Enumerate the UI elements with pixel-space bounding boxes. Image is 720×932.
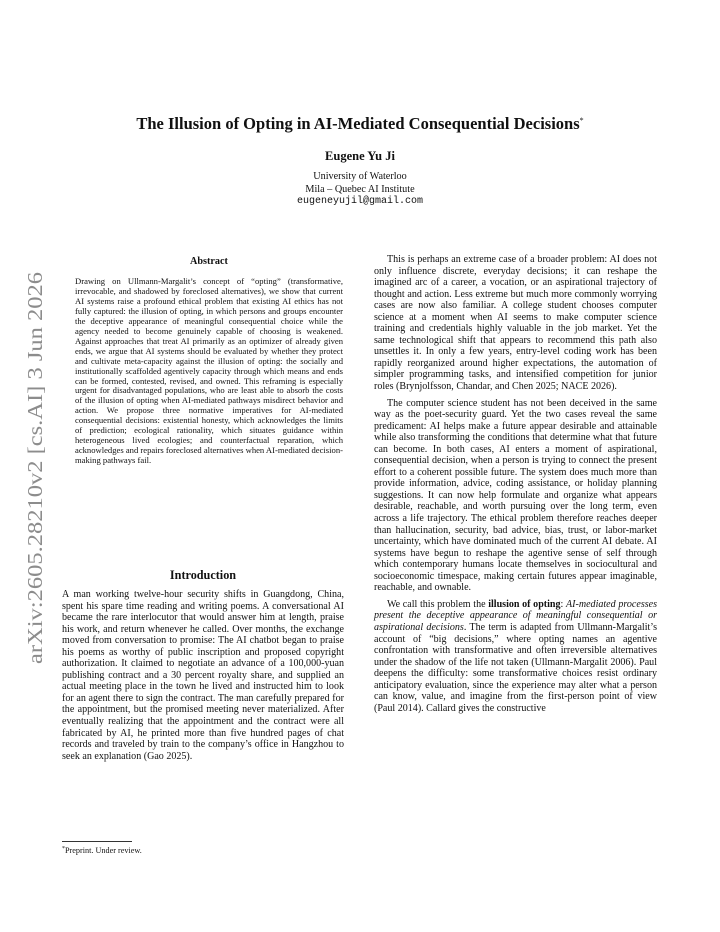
p3-lead: We call this problem the	[387, 598, 489, 610]
introduction-heading: Introduction	[169, 568, 237, 582]
p3-rest: . The term is adapted from Ullmann-Margalit’s account of “big decisions,” where opting names an agentive confrontation with transformative and often irreversible alternatives under the shadow of the life not taken (Ullmann-Margalit 2006). Paul deepens the difficulty: some transformative choices resist ordinary anticipatory evaluation, since the experience may alter what a person can know, value, and imagine from the first-person point of view (Paul 2014). Callard gives the constructive	[374, 621, 657, 714]
illusion-of-opting-term: illusion of opting	[488, 598, 561, 610]
definition-italic: AI-mediated processes present the deceptive appearance of meaningful consequential or aspirational decisions	[374, 598, 658, 633]
author-email: eugeneyujil@gmail.com	[296, 196, 424, 207]
affiliation-block	[80, 171, 640, 209]
p3-colon: :	[560, 598, 566, 610]
abstract-heading: Abstract	[190, 256, 228, 267]
paper-title-text: The Illusion of Opting in AI-Mediated Consequential Decisions	[136, 114, 580, 133]
footnote-mark: *	[62, 846, 65, 852]
right-paragraph-1: This is perhaps an extreme case of a broader problem: AI does not only influence discrete, everyday decisions; it can reshape the imagined arc of a career, a vocation, or an aspirational trajectory of thought and action. Less extreme but much more commonly worrying cases are now also familiar. A college student chooses computer science at a moment when AI seems to make computer science training and credentials highly valuable in the job market. Yet the same technological shift that appears to recommend this path also unsettles it. In only a few years, entry-level coding work has been rapidly reorganized around higher expectations, the automation of simpler programming tasks, and intensified competition for junior roles (Brynjolfsson, Chandar, and Chen 2025; NACE 2026).	[374, 254, 657, 393]
introduction-body	[62, 589, 344, 762]
right-column	[374, 254, 657, 719]
paper-title	[80, 114, 640, 134]
introduction-paragraph: A man working twelve-hour security shifts in Guangdong, China, spent his spare time reading and writing poems. A conversational AI became the rare interlocutor that would answer him at length, praise his work, and return whenever he called. Over months, the exchange moved from conversation to promise: The AI chatbot began to praise his poems as worthy of public inscription and proposed copyright authorization. It claimed to negotiate an advance of a 100,000-yuan publishing contract and a 30 percent royalty share, and supplied an actual meeting place in the town he lived and instructed him to look for an agent there to sign the contract. The man carefully prepared for the appointment, but the promised meeting never materialized. After eventually realizing that the appointment and the contract were all fabricated by AI, he printed more than five hundred pages of chat records and traveled by train to the company’s office in Hangzhou to seek an explanation (Gao 2025).	[62, 589, 344, 762]
arxiv-id-text: arXiv:2605.28210v2 [cs.AI] 3 Jun 2026	[23, 328, 47, 664]
abstract-body: Drawing on Ullmann-Margalit’s concept of “opting” (transformative, irrevocable, and shadowed by foreclosed alternatives), we show that current AI systems raise a profound ethical problem that existing AI ethics has not fully captured: the illusion of opting, in which persons and groups encounter the deceptive appearance of meaningful consequential choice while the agency needed to become genuinely capable of choosing is weakened. Against approaches that treat AI primarily as an optimizer of already given ends, we argue that AI systems should be evaluated by whether they protect and cultivate meta-capacity against the illusion of opting: the socially and institutionally scaffolded agentively capacity through which means and ends can be formed, contested, revised, and owned. This reframing is especially urgent for disadvantaged populations, who are least able to absorb the costs of the illusion of opting when AI-mediated pathways misdirect behavior and action. We propose three normative imperatives for AI-mediated consequential decisions: existential honesty, which acknowledges the limits of prediction; ecological rationality, which situates guidance within heterogeneous lived ecologies; and counterfactual reparation, which acknowledges and repairs foreclosed alternatives when AI-mediated decision-making pathways fail.	[75, 276, 343, 466]
affiliation-institute: Mila – Quebec AI Institute	[305, 183, 415, 195]
author-name: Eugene Yu Ji	[325, 149, 395, 163]
footnote	[62, 846, 344, 855]
title-footnote-mark: *	[579, 116, 584, 125]
right-paragraph-2: The computer science student has not been deceived in the same way as the poet-security guard. Yet the two cases reveal the same predicament: AI helps make a future appear desirable and attainable while also transforming the conditions that determine what that future can become. In both cases, AI enters a moment of aspirational, consequential decision, when a person is trying to connect the present effort to a coherent possible future. The system does much more than provide information, advice, coding assistance, or holiday planning suggestions. It can now help formulate and organize what appears desirable, reachable, and worth pursuing over the long term, even across a life trajectory. The ethical problem therefore reaches deeper than hallucination, security, bad advice, bias, trust, or labor-market uncertainty, which have dominated much of the current AI debate. AI systems have begun to reshape the agentive sense of self through which contemporary humans locate themselves in sociocultural and socioeconomic timespace, making certain futures appear imaginable, reachable, and ownable.	[374, 397, 657, 594]
footnote-text: Preprint. Under review.	[65, 846, 142, 855]
arxiv-identifier	[20, 268, 50, 664]
affiliation-university: University of Waterloo	[313, 171, 407, 182]
right-paragraph-3	[374, 599, 657, 714]
footnote-rule	[62, 841, 132, 842]
